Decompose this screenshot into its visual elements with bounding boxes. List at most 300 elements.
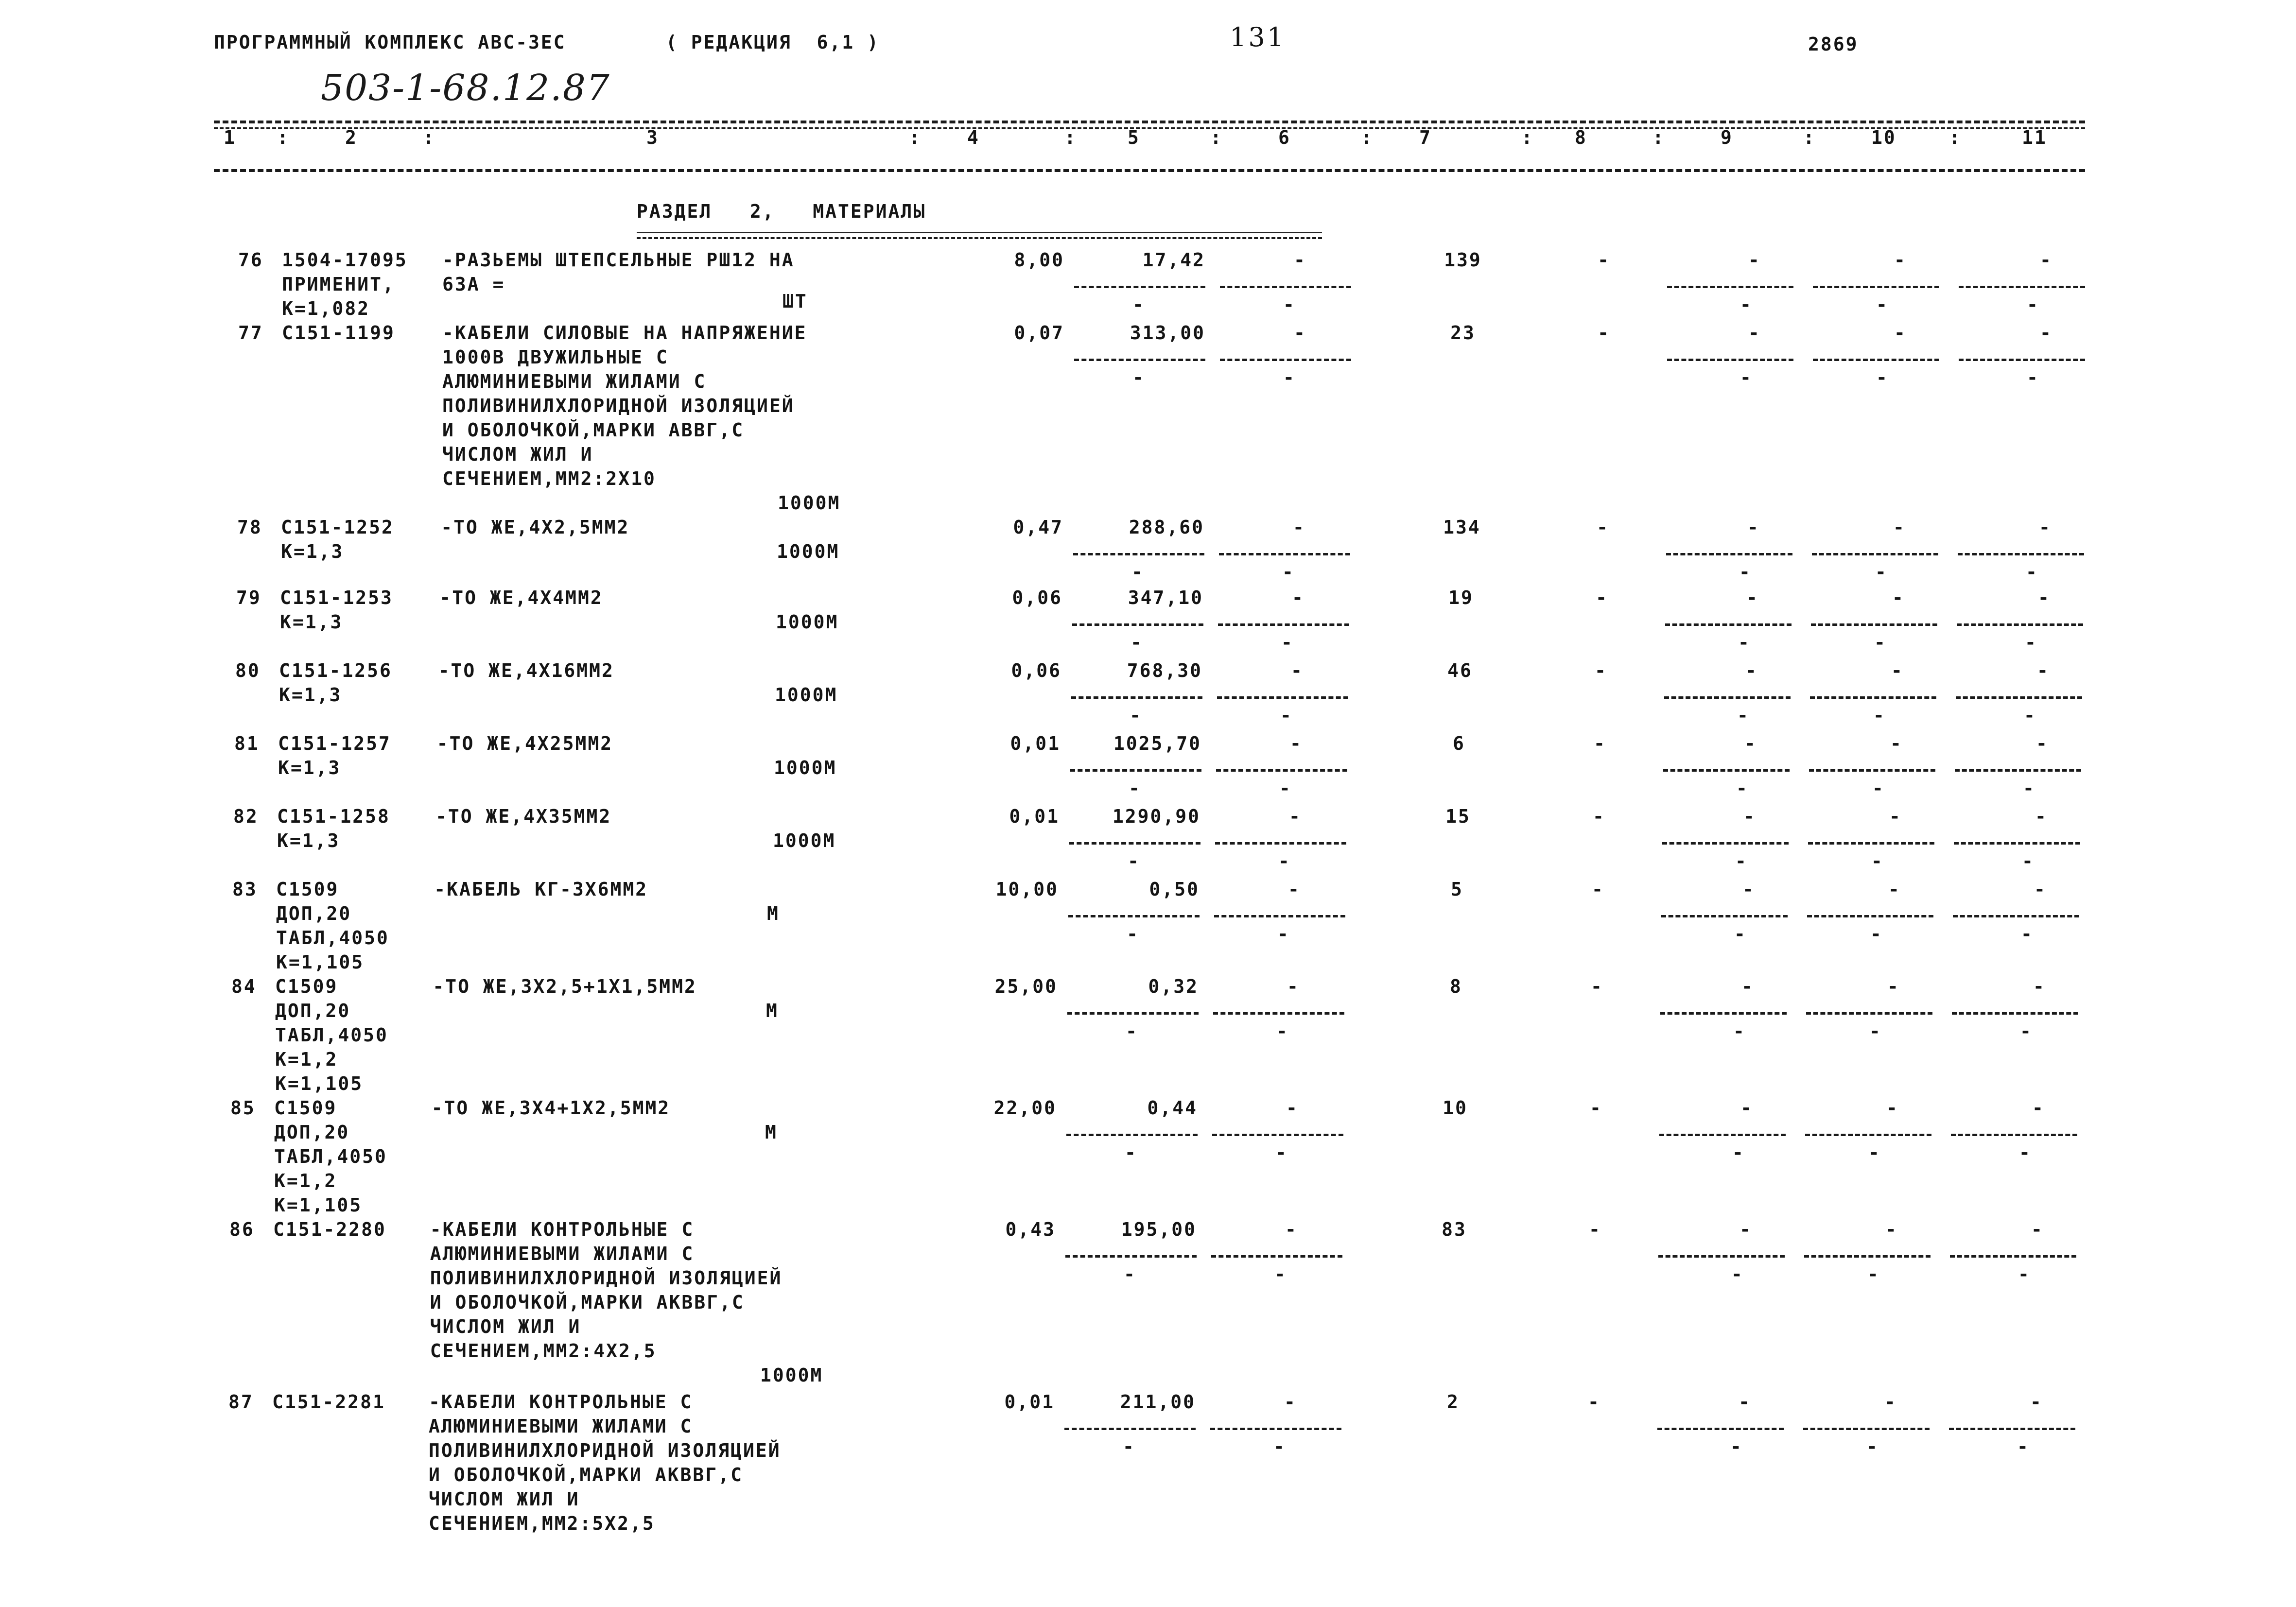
col6-underline (1211, 1255, 1342, 1258)
row-col7: 134 (1443, 517, 1481, 538)
row-code-note: ТАБЛ,4050 (274, 1146, 387, 1167)
row-price: 195,00 (1121, 1219, 1197, 1240)
row-name-line: -РАЗЬЕМЫ ШТЕПСЕЛЬНЫЕ РШ12 НА (442, 249, 795, 271)
col6-underline (1213, 1012, 1344, 1015)
row-col11: - (2036, 733, 2049, 754)
row-col7: 139 (1444, 249, 1482, 271)
column-separator: : (1210, 127, 1223, 148)
row-col10: - (1893, 517, 1906, 538)
sub-dash: - (1132, 294, 1145, 315)
col10-underline (1809, 769, 1935, 772)
row-quantity: 0,06 (1012, 587, 1062, 608)
sub-dash: - (1740, 294, 1753, 315)
col9-underline (1663, 769, 1790, 772)
col6-underline (1220, 286, 1351, 288)
sub-dash: - (1280, 705, 1293, 726)
row-col10: - (1886, 1097, 1899, 1119)
row-col8: - (1588, 1391, 1600, 1413)
row-col8: - (1591, 976, 1603, 997)
sub-dash: - (2027, 367, 2039, 388)
row-col9: - (1745, 660, 1758, 681)
row-col10: - (1890, 733, 1903, 754)
row-col7: 5 (1451, 879, 1463, 900)
section-underline-2 (637, 237, 1322, 239)
row-quantity: 0,01 (1009, 806, 1060, 827)
row-col11: - (2034, 879, 2047, 900)
row-col11: - (2037, 660, 2050, 681)
row-code: С151-2280 (273, 1219, 386, 1240)
row-col9: - (1744, 733, 1757, 754)
price-underline (1065, 1255, 1197, 1258)
sub-dash: - (1738, 632, 1751, 653)
column-header-11: 11 (2022, 127, 2047, 148)
sub-dash: - (1735, 850, 1748, 872)
row-name-line: -КАБЕЛИ СИЛОВЫЕ НА НАПРЯЖЕНИЕ (442, 322, 807, 344)
row-number: 76 (238, 249, 263, 271)
row-code-note: К=1,105 (276, 951, 365, 973)
sub-dash: - (1281, 632, 1294, 653)
row-unit: 1000М (778, 492, 841, 514)
row-price: 313,00 (1130, 322, 1205, 344)
program-title: ПРОГРАММНЫЙ КОМПЛЕКС АВС-3ЕС (214, 32, 566, 53)
row-col11: - (2040, 249, 2052, 271)
row-unit: 1000М (775, 684, 838, 706)
row-quantity: 0,43 (1005, 1219, 1056, 1240)
row-price: 768,30 (1127, 660, 1202, 681)
sub-dash: - (2027, 294, 2039, 315)
row-number: 78 (237, 517, 262, 538)
handwritten-code: 503-1-68.12.87 (321, 67, 610, 109)
sub-dash: - (1876, 294, 1889, 315)
row-name-line: ЧИСЛОМ ЖИЛ И (429, 1488, 580, 1510)
sub-dash: - (1283, 294, 1296, 315)
sub-dash: - (1739, 561, 1752, 583)
row-quantity: 10,00 (995, 879, 1059, 900)
col10-underline (1808, 842, 1934, 845)
row-name-line: 63А = (442, 274, 505, 295)
row-code-note: К=1,105 (274, 1194, 363, 1216)
col6-underline (1212, 1134, 1343, 1136)
row-quantity: 0,47 (1013, 517, 1063, 538)
row-unit: 1000М (773, 830, 836, 851)
col10-underline (1807, 915, 1933, 917)
col10-underline (1813, 359, 1939, 361)
col11-underline (1958, 553, 2084, 555)
row-unit: М (766, 1000, 779, 1021)
sub-dash: - (1132, 367, 1145, 388)
row-col10: - (1894, 322, 1907, 344)
row-name-line: СЕЧЕНИЕМ,ММ2:5Х2,5 (429, 1513, 655, 1534)
col6-underline (1216, 769, 1347, 772)
col9-underline (1667, 286, 1793, 288)
sub-dash: - (1131, 561, 1144, 583)
row-name-line: -ТО ЖЕ,3Х4+1Х2,5ММ2 (431, 1097, 671, 1119)
sub-dash: - (1278, 850, 1291, 872)
col10-underline (1812, 553, 1938, 555)
row-code-note: ПРИМЕНИТ, (282, 274, 395, 295)
price-underline (1068, 915, 1200, 917)
row-code-note: К=1,3 (280, 611, 343, 633)
sub-dash: - (1273, 1436, 1286, 1457)
col6-underline (1214, 915, 1345, 917)
sub-dash: - (1868, 1142, 1881, 1163)
row-col10: - (1889, 806, 1902, 827)
col10-underline (1803, 1428, 1930, 1430)
row-col9: - (1741, 976, 1754, 997)
row-code: 1504-17095 (282, 249, 408, 271)
col9-underline (1658, 1255, 1785, 1258)
column-header-9: 9 (1721, 127, 1733, 148)
col10-underline (1811, 623, 1937, 626)
row-col11: - (2035, 806, 2048, 827)
row-name-line: ЧИСЛОМ ЖИЛ И (442, 444, 593, 465)
price-underline (1073, 553, 1204, 555)
row-col10: - (1894, 249, 1907, 271)
row-number: 85 (230, 1097, 256, 1119)
row-quantity: 25,00 (994, 976, 1058, 997)
row-name-line: -КАБЕЛЬ КГ-3Х6ММ2 (434, 879, 648, 900)
sub-dash: - (1128, 850, 1140, 872)
row-col6: - (1286, 1097, 1299, 1119)
row-col11: - (2039, 517, 2052, 538)
row-code-note: К=1,3 (277, 830, 340, 851)
row-unit: 1000М (776, 611, 839, 633)
sub-dash: - (1870, 923, 1883, 945)
sub-dash: - (1127, 923, 1139, 945)
row-col9: - (1747, 517, 1760, 538)
row-price: 0,44 (1147, 1097, 1198, 1119)
sub-dash: - (1130, 705, 1142, 726)
price-underline (1074, 286, 1205, 288)
row-number: 79 (236, 587, 261, 608)
row-price: 17,42 (1142, 249, 1205, 271)
sub-dash: - (1276, 1020, 1289, 1042)
sub-dash: - (2025, 632, 2037, 653)
row-quantity: 0,07 (1014, 322, 1064, 344)
row-col9: - (1739, 1219, 1752, 1240)
sub-dash: - (2026, 561, 2038, 583)
row-col8: - (1598, 249, 1610, 271)
column-header-1: 1 (224, 127, 236, 148)
row-unit: 1000М (774, 757, 837, 778)
sub-dash: - (1126, 1020, 1138, 1042)
row-name-line: ПОЛИВИНИЛХЛОРИДНОЙ ИЗОЛЯЦИЕЙ (430, 1267, 783, 1289)
row-code: С151-1258 (277, 806, 390, 827)
row-code: С151-1256 (279, 660, 392, 681)
row-col11: - (2031, 1219, 2044, 1240)
sub-dash: - (1867, 1263, 1880, 1285)
col9-underline (1661, 915, 1788, 917)
row-col11: - (2030, 1391, 2043, 1413)
row-code: С1509 (274, 1097, 337, 1119)
column-separator: : (1361, 127, 1374, 148)
row-col7: 19 (1448, 587, 1474, 608)
col11-underline (1950, 1255, 2076, 1258)
row-unit: М (767, 903, 780, 924)
row-code-note: ДОП,20 (275, 1000, 351, 1021)
column-separator: : (1521, 127, 1534, 148)
sub-dash: - (1129, 778, 1141, 799)
price-underline (1064, 1428, 1196, 1430)
row-col7: 83 (1442, 1219, 1467, 1240)
row-name-line: И ОБОЛОЧКОЙ,МАРКИ АКВВГ,С (429, 1464, 743, 1486)
row-col8: - (1592, 879, 1604, 900)
col9-underline (1665, 623, 1792, 626)
col10-underline (1805, 1134, 1931, 1136)
sub-dash: - (2017, 1436, 2030, 1457)
sub-dash: - (2021, 923, 2034, 945)
row-code-note: К=1,105 (275, 1073, 364, 1094)
column-header-6: 6 (1278, 127, 1291, 148)
row-code-note: ДОП,20 (276, 903, 352, 924)
row-unit: 1000М (760, 1365, 823, 1386)
row-col9: - (1739, 1391, 1751, 1413)
sub-dash: - (1737, 705, 1750, 726)
row-price: 0,50 (1149, 879, 1200, 900)
row-code-note: К=1,2 (274, 1170, 337, 1192)
row-name-line: -ТО ЖЕ,4Х25ММ2 (436, 733, 613, 754)
row-code: С151-2281 (272, 1391, 385, 1413)
col11-underline (1949, 1428, 2075, 1430)
sub-dash: - (1872, 778, 1885, 799)
sub-dash: - (1274, 1263, 1287, 1285)
row-col9: - (1746, 587, 1759, 608)
col11-underline (1952, 1012, 2078, 1015)
row-price: 347,10 (1128, 587, 1203, 608)
row-col6: - (1291, 660, 1304, 681)
row-col6: - (1288, 879, 1301, 900)
row-number: 87 (228, 1391, 254, 1413)
row-name-line: И ОБОЛОЧКОЙ,МАРКИ АВВГ,С (442, 419, 745, 441)
col6-underline (1219, 553, 1350, 555)
sub-dash: - (1871, 850, 1884, 872)
row-code-note: К=1,3 (278, 757, 341, 778)
row-code-note: К=1,082 (282, 298, 370, 319)
column-separator: : (1652, 127, 1665, 148)
column-header-3: 3 (646, 127, 659, 148)
section-underline (637, 232, 1322, 234)
row-col7: 15 (1445, 806, 1471, 827)
col9-underline (1662, 842, 1789, 845)
sub-dash: - (1733, 1020, 1746, 1042)
row-code: С1509 (275, 976, 338, 997)
col11-underline (1956, 696, 2082, 699)
column-header-2: 2 (345, 127, 358, 148)
row-col11: - (2040, 322, 2052, 344)
row-col8: - (1596, 587, 1608, 608)
row-col6: - (1287, 976, 1300, 997)
row-unit: 1000М (777, 541, 840, 562)
row-name-line: ЧИСЛОМ ЖИЛ И (430, 1316, 581, 1337)
row-code-note: К=1,3 (281, 541, 344, 562)
price-underline (1072, 623, 1203, 626)
col9-underline (1664, 696, 1791, 699)
sub-dash: - (1282, 561, 1295, 583)
column-separator: : (909, 127, 922, 148)
row-name-line: -ТО ЖЕ,4Х2,5ММ2 (441, 517, 630, 538)
row-col7: 2 (1447, 1391, 1460, 1413)
col9-underline (1667, 359, 1793, 361)
column-header-8: 8 (1575, 127, 1587, 148)
row-col9: - (1743, 806, 1756, 827)
row-col10: - (1884, 1391, 1897, 1413)
row-quantity: 0,06 (1011, 660, 1061, 681)
col10-underline (1813, 286, 1939, 288)
row-unit: М (765, 1122, 778, 1143)
row-price: 0,32 (1148, 976, 1199, 997)
row-code: С1509 (276, 879, 339, 900)
sub-dash: - (1740, 367, 1753, 388)
price-underline (1067, 1012, 1199, 1015)
row-col8: - (1598, 322, 1610, 344)
sub-dash: - (1876, 367, 1889, 388)
row-number: 83 (232, 879, 258, 900)
row-col6: - (1293, 517, 1305, 538)
row-col6: - (1289, 806, 1302, 827)
column-separator: : (1803, 127, 1816, 148)
row-col6: - (1294, 249, 1306, 271)
sub-dash: - (1131, 632, 1143, 653)
row-quantity: 0,01 (1004, 1391, 1055, 1413)
sub-dash: - (1275, 1142, 1288, 1163)
row-number: 77 (238, 322, 263, 344)
column-header-10: 10 (1871, 127, 1896, 148)
row-code: С151-1199 (282, 322, 395, 344)
row-col7: 6 (1453, 733, 1465, 754)
sub-dash: - (1124, 1263, 1136, 1285)
column-separator: : (1949, 127, 1962, 148)
page-number: 131 (1230, 22, 1286, 52)
column-separator: : (277, 127, 290, 148)
row-name-line: -ТО ЖЕ,4Х16ММ2 (438, 660, 614, 681)
edition-label: ( РЕДАКЦИЯ 6,1 ) (666, 32, 880, 53)
col11-underline (1959, 359, 2085, 361)
section-title: РАЗДЕЛ 2, МАТЕРИАЛЫ (637, 201, 926, 222)
row-code: С151-1252 (281, 517, 394, 538)
row-col7: 10 (1443, 1097, 1468, 1119)
row-name-line: ПОЛИВИНИЛХЛОРИДНОЙ ИЗОЛЯЦИЕЙ (429, 1440, 781, 1461)
col11-underline (1955, 769, 2081, 772)
col11-underline (1953, 915, 2079, 917)
price-underline (1071, 696, 1202, 699)
row-col6: - (1294, 322, 1306, 344)
row-col9: - (1742, 879, 1755, 900)
price-underline (1069, 842, 1200, 845)
row-col7: 8 (1450, 976, 1462, 997)
sub-dash: - (1279, 778, 1292, 799)
row-number: 81 (234, 733, 260, 754)
row-col10: - (1892, 587, 1905, 608)
price-underline (1070, 769, 1201, 772)
row-name-line: -ТО ЖЕ,4Х4ММ2 (439, 587, 603, 608)
row-col10: - (1885, 1219, 1898, 1240)
document-number: 2869 (1808, 34, 1859, 55)
col9-underline (1659, 1134, 1786, 1136)
col9-underline (1657, 1428, 1784, 1430)
sub-dash: - (1736, 778, 1749, 799)
column-header-5: 5 (1128, 127, 1140, 148)
row-code-note: К=1,3 (279, 684, 342, 706)
row-unit: ШТ (783, 291, 808, 312)
row-col6: - (1290, 733, 1303, 754)
column-header-4: 4 (967, 127, 980, 148)
row-price: 211,00 (1120, 1391, 1196, 1413)
row-col11: - (2032, 1097, 2045, 1119)
row-name-line: 1000В ДВУЖИЛЬНЫЕ С (442, 346, 669, 368)
row-col9: - (1740, 1097, 1753, 1119)
row-col8: - (1594, 733, 1606, 754)
row-name-line: АЛЮМИНИЕВЫМИ ЖИЛАМИ С (442, 371, 707, 392)
col6-underline (1218, 623, 1349, 626)
sub-dash: - (1875, 561, 1888, 583)
row-col6: - (1284, 1391, 1297, 1413)
sub-dash: - (1123, 1436, 1135, 1457)
row-col6: - (1285, 1219, 1298, 1240)
sub-dash: - (2019, 1142, 2032, 1163)
row-code-note: К=1,2 (275, 1049, 338, 1070)
col10-underline (1806, 1012, 1932, 1015)
row-col10: - (1887, 976, 1900, 997)
sub-dash: - (2023, 778, 2035, 799)
sub-dash: - (1730, 1436, 1743, 1457)
row-code-note: ТАБЛ,4050 (276, 927, 389, 949)
row-col8: - (1593, 806, 1605, 827)
col9-underline (1660, 1012, 1787, 1015)
sub-dash: - (1874, 632, 1887, 653)
sub-dash: - (2024, 705, 2036, 726)
sub-dash: - (1869, 1020, 1882, 1042)
sub-dash: - (2018, 1263, 2031, 1285)
col10-underline (1804, 1255, 1931, 1258)
sub-dash: - (1732, 1142, 1745, 1163)
row-quantity: 8,00 (1014, 249, 1064, 271)
col11-underline (1954, 842, 2080, 845)
col6-underline (1210, 1428, 1341, 1430)
price-underline (1066, 1134, 1198, 1136)
row-col9: - (1748, 249, 1761, 271)
row-code-note: ТАБЛ,4050 (275, 1024, 388, 1046)
column-separator: : (1064, 127, 1077, 148)
row-name-line: И ОБОЛОЧКОЙ,МАРКИ АКВВГ,С (430, 1292, 745, 1313)
col10-underline (1810, 696, 1936, 699)
row-name-line: -КАБЕЛИ КОНТРОЛЬНЫЕ С (429, 1391, 693, 1413)
col11-underline (1951, 1134, 2077, 1136)
row-number: 86 (229, 1219, 255, 1240)
row-col10: - (1891, 660, 1904, 681)
col6-underline (1215, 842, 1346, 845)
col6-underline (1220, 359, 1351, 361)
header-top-rule (214, 121, 2085, 123)
row-quantity: 0,01 (1010, 733, 1061, 754)
row-col8: - (1589, 1219, 1601, 1240)
row-name-line: АЛЮМИНИЕВЫМИ ЖИЛАМИ С (429, 1416, 693, 1437)
sub-dash: - (2020, 1020, 2033, 1042)
column-separator: : (423, 127, 435, 148)
row-col8: - (1597, 517, 1609, 538)
row-quantity: 22,00 (993, 1097, 1057, 1119)
price-underline (1074, 359, 1205, 361)
row-name-line: -КАБЕЛИ КОНТРОЛЬНЫЕ С (430, 1219, 695, 1240)
row-name-line: СЕЧЕНИЕМ,ММ2:2Х10 (442, 468, 656, 489)
row-price: 1025,70 (1113, 733, 1201, 754)
sub-dash: - (1731, 1263, 1744, 1285)
sub-dash: - (1125, 1142, 1137, 1163)
sub-dash: - (1873, 705, 1886, 726)
col11-underline (1959, 286, 2085, 288)
col11-underline (1957, 623, 2083, 626)
row-col8: - (1595, 660, 1607, 681)
row-price: 288,60 (1129, 517, 1204, 538)
